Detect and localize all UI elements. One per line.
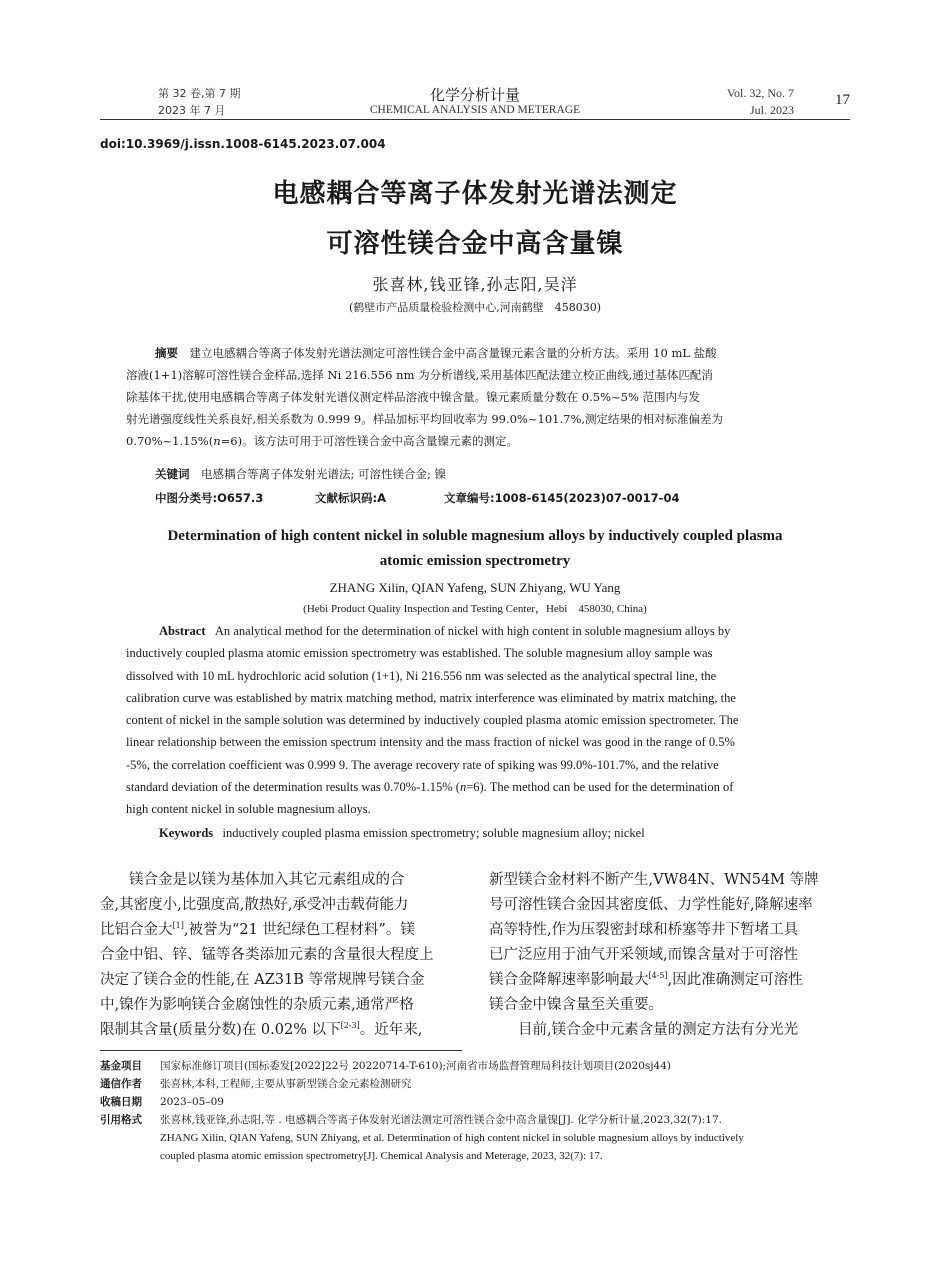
abstract-cn-n: n xyxy=(213,434,221,448)
body-right-line6: 镁合金中镍含量至关重要。 xyxy=(489,997,663,1013)
journal-title-en: CHEMICAL ANALYSIS AND METERAGE xyxy=(369,104,581,116)
page-number: 17 xyxy=(835,92,850,108)
abstract-cn-text5b: =6)。该方法可用于可溶性镁合金中高含量镍元素的测定。 xyxy=(220,434,519,448)
affiliation-en: (Hebi Product Quality Inspection and Testing Center，Hebi 458030, China) xyxy=(303,603,647,615)
affiliation-cn: (鹤壁市产品质量检验检测中心,河南鹤壁 458030) xyxy=(348,301,602,314)
keywords-cn-text: 电感耦合等离子体发射光谱法; 可溶性镁合金; 镍 xyxy=(201,467,447,481)
doi: doi:10.3969/j.issn.1008-6145.2023.07.004 xyxy=(100,137,386,151)
body-left-line5: 决定了镁合金的性能,在 AZ31B 等常规牌号镁合金 xyxy=(100,972,425,988)
abstract-cn-line2: 溶液(1+1)溶解可溶性镁合金样品,选择 Ni 216.556 nm 为分析谱线,采用基体匹配法建立校正曲线,通过基体匹配消 xyxy=(126,368,713,382)
title-en-line2: atomic emission spectrometry xyxy=(379,553,571,569)
body-right-line1: 新型镁合金材料不断产生,VW84N、WN54M 等牌 xyxy=(489,872,819,888)
body-right-column xyxy=(489,868,851,1043)
abstract-cn-line1 xyxy=(126,342,826,364)
abstract-cn-line4: 射光谱强度线性关系良好,相关系数为 0.999 9。样品加标平均回收率为 99.0%~101.7%,测定结果的相对标准偏差为 xyxy=(126,412,724,426)
abstract-cn xyxy=(126,342,826,452)
footnotes xyxy=(100,1057,850,1165)
abstract-en-label: Abstract xyxy=(159,624,206,638)
abstract-en-line2: inductively coupled plasma atomic emission spectrometry was established. The soluble magnesium alloy sample was xyxy=(126,646,713,661)
body-right-line4: 已广泛应用于油气开采领域,而镍含量对于可溶性 xyxy=(489,947,799,963)
abstract-en-n: n xyxy=(459,780,467,795)
abstract-en-text1: An analytical method for the determination of nickel with high content in soluble magnesium alloys by xyxy=(214,624,731,638)
fund-text: 国家标准修订项目(国标委发[2022]22号 20220714-T-610);河南省市场监督管理局科技计划项目(2020sj44) xyxy=(160,1060,671,1072)
abstract-en-line5: content of nickel in the sample solution was determined by inductively coupled plasma atomic emission spectrometer. The xyxy=(126,713,739,728)
body-left-line4: 合金中铝、锌、锰等各类添加元素的含量很大程度上 xyxy=(100,947,434,963)
body-right-line7: 目前,镁合金中元素含量的测定方法有分光光 xyxy=(518,1022,799,1038)
abstract-cn-label: 摘要 xyxy=(155,346,178,360)
authors-en: ZHANG Xilin, QIAN Yafeng, SUN Zhiyang, WU Yang xyxy=(329,580,621,595)
body-left-line6: 中,镍作为影响镁合金腐蚀性的杂质元素,通常严格 xyxy=(100,997,414,1013)
header-date-cn: 2023 年 7 月 xyxy=(158,104,226,117)
journal-title-cn: 化学分析计量 xyxy=(429,86,520,104)
footnote-rule xyxy=(100,1050,462,1051)
body-right-line2: 号可溶性镁合金因其密度低、力学性能好,降解速率 xyxy=(489,897,813,913)
header-volume-cn: 第 32 卷,第 7 期 xyxy=(158,87,241,100)
body-left-text3a: 比铝合金大 xyxy=(100,922,173,938)
body-left-text7b: 。近年来, xyxy=(359,1022,423,1038)
abstract-en-line7: -5%, the correlation coefficient was 0.999 9. The average recovery rate of spiking was 99.0%-101.7%, and the relative xyxy=(126,757,719,772)
header-volume-en: Vol. 32, No. 7 xyxy=(726,86,794,100)
authors-cn: 张喜林,钱亚锋,孙志阳,吴洋 xyxy=(372,275,578,294)
title-cn-line2: 可溶性镁合金中高含量镍 xyxy=(326,229,624,259)
corr-label: 通信作者 xyxy=(100,1078,142,1090)
abstract-en-line6: linear relationship between the emission spectrum intensity and the mass fraction of nickel was good in the range of 0.5% xyxy=(126,735,735,750)
citation-format xyxy=(100,1111,850,1129)
body-right-line5 xyxy=(489,968,851,993)
cite-en-line2: coupled plasma atomic emission spectrometry[J]. Chemical Analysis and Meterage, 2023, 32(7): 17. xyxy=(160,1150,603,1162)
body-left-column xyxy=(100,868,462,1043)
keywords-en xyxy=(159,826,645,841)
fund-label: 基金项目 xyxy=(100,1060,142,1072)
abstract-en-text8a: standard deviation of the determination results was 0.70%-1.15% ( xyxy=(126,780,460,795)
abstract-cn-line3: 除基体干扰,使用电感耦合等离子体发射光谱仪测定样品溶液中镍含量。镍元素质量分数在 0.5%~5% 范围内与发 xyxy=(126,390,701,404)
body-left-line2: 金,其密度小,比强度高,散热好,承受冲击载荷能力 xyxy=(100,897,409,913)
corresponding-author xyxy=(100,1075,850,1093)
body-left-line1: 镁合金是以镁为基体加入其它元素组成的合 xyxy=(129,872,405,888)
abstract-en-line4: calibration curve was established by matrix matching method, matrix interference was eliminated by matrix matching, the xyxy=(126,690,736,705)
body-right-line3: 高等特性,作为压裂密封球和桥塞等井下暂堵工具 xyxy=(489,922,799,938)
body-left-text7a: 限制其含量(质量分数)在 0.02% 以下 xyxy=(100,1022,341,1038)
keywords-en-label: Keywords xyxy=(159,826,214,840)
header-date-en: Jul. 2023 xyxy=(749,103,794,117)
header-rule xyxy=(100,119,850,120)
abstract-cn-text5a: 0.70%~1.15%( xyxy=(126,434,214,448)
recv-label: 收稿日期 xyxy=(100,1096,142,1108)
title-en-line1: Determination of high content nickel in soluble magnesium alloys by inductively coupled plasma xyxy=(167,528,783,544)
body-left-line3 xyxy=(100,918,462,943)
clc-number: 中图分类号:O657.3 xyxy=(155,491,264,505)
cite-en-line1: ZHANG Xilin, QIAN Yafeng, SUN Zhiyang, et al. Determination of high content nickel in soluble magnesium alloys by inductively xyxy=(160,1132,744,1144)
abstract-en-line3: dissolved with 10 mL hydrochloric acid solution (1+1), Ni 216.556 nm was selected as the analytical spectral line, the xyxy=(126,668,717,683)
body-right-text5a: 镁合金降解速率影响最大 xyxy=(489,972,649,988)
citation-ref-2-3: [2-3] xyxy=(340,1021,360,1031)
citation-ref-1: [1] xyxy=(172,921,184,931)
abstract-en-line8 xyxy=(126,776,826,798)
received-date xyxy=(100,1093,850,1111)
abstract-cn-text1: 建立电感耦合等离子体发射光谱法测定可溶性镁合金中高含量镍元素含量的分析方法。采用 10 mL 盐酸 xyxy=(189,346,717,360)
recv-text: 2023–05–09 xyxy=(160,1096,224,1108)
title-cn-line1: 电感耦合等离子体发射光谱法测定 xyxy=(272,179,678,209)
corr-text: 张喜林,本科,工程师,主要从事新型镁合金元素检测研究 xyxy=(160,1078,412,1090)
cite-cn: 张喜林,钱亚锋,孙志阳,等 . 电感耦合等离子体发射光谱法测定可溶性镁合金中高含量镍[J]. 化学分析计量,2023,32(7):17. xyxy=(160,1114,722,1126)
abstract-cn-line5 xyxy=(126,430,826,452)
keywords-cn xyxy=(155,466,446,482)
keywords-cn-label: 关键词 xyxy=(155,467,190,481)
document-code: 文献标识码:A xyxy=(315,491,386,505)
abstract-en-line9: high content nickel in soluble magnesium alloys. xyxy=(126,802,371,817)
body-left-line7 xyxy=(100,1018,462,1043)
abstract-en-text8b: =6). The method can be used for the determination of xyxy=(466,780,734,795)
cite-label: 引用格式 xyxy=(100,1114,142,1126)
keywords-en-text: inductively coupled plasma emission spectrometry; soluble magnesium alloy; nickel xyxy=(222,826,645,840)
article-number: 文章编号:1008-6145(2023)07-0017-04 xyxy=(444,491,680,505)
body-left-text3b: ,被誉为“21 世纪绿色工程材料”。镁 xyxy=(183,922,415,938)
abstract-en-line1 xyxy=(126,620,826,642)
fund-info xyxy=(100,1057,850,1075)
citation-ref-4-5: [4-5] xyxy=(648,971,668,981)
abstract-en xyxy=(126,620,826,821)
body-right-text5b: ,因此准确测定可溶性 xyxy=(667,972,803,988)
